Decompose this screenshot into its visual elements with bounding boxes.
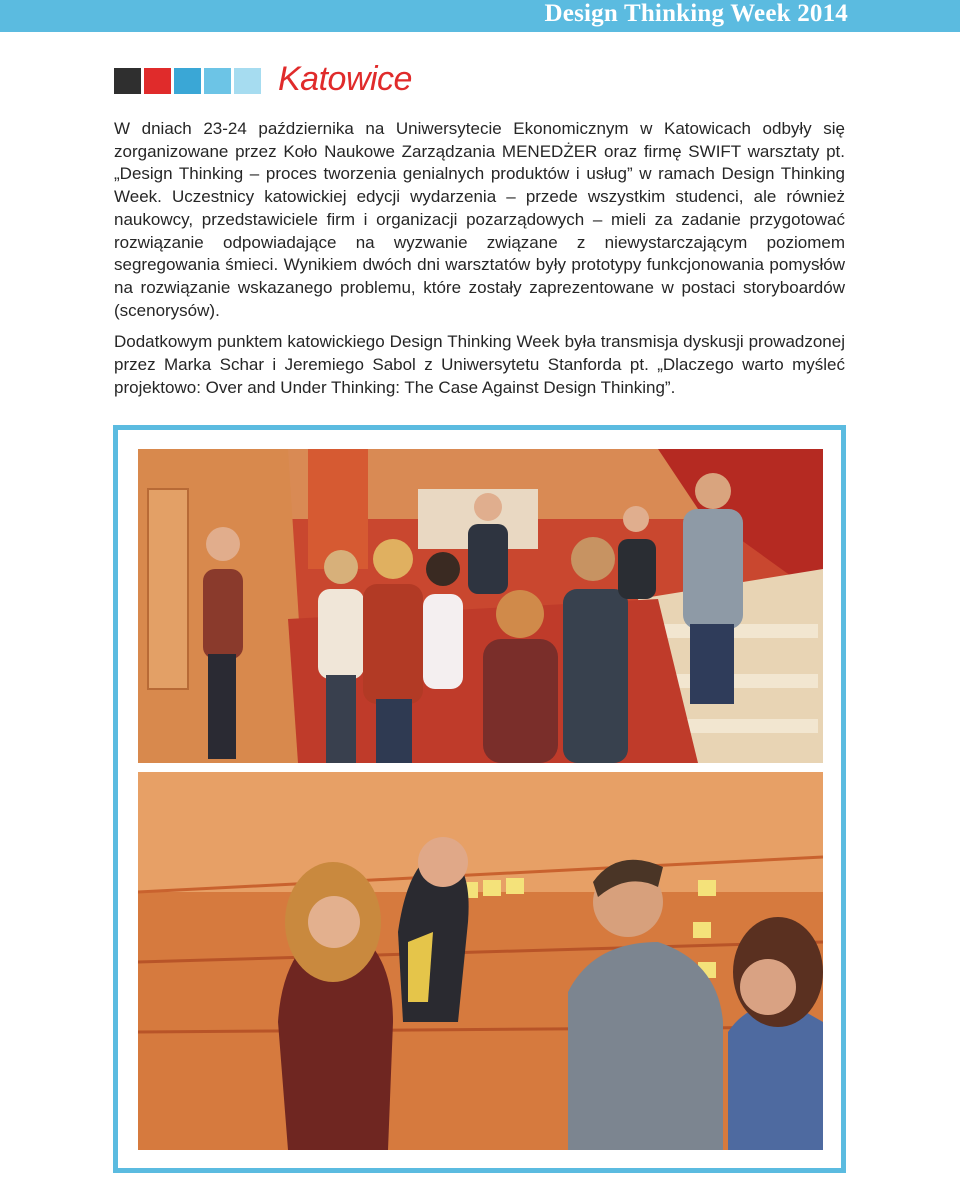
swatch-dark: [114, 68, 141, 94]
swatch-pale-blue: [234, 68, 261, 94]
swatch-blue: [174, 68, 201, 94]
color-swatches: [114, 68, 264, 94]
header-bar: [0, 0, 960, 32]
workshop-photo-lecture-hall: [138, 449, 823, 763]
section-heading: Katowice: [278, 60, 412, 98]
swatch-red: [144, 68, 171, 94]
workshop-photo-sticky-notes: [138, 772, 823, 1150]
paragraph-2: Dodatkowym punktem katowickiego Design Thinking Week była transmisja dyskusji prowadzonej przez Marka Schar i Jeremiego Sabol z Uniwersytetu Stanforda pt. „Dlaczego warto myśleć projektowo: Over and Under Thinking: The Case Against Design Thinking”.: [114, 332, 845, 397]
paragraph-1: W dniach 23-24 października na Uniwersytecie Ekonomicznym w Katowicach odbyły się zorganizowane przez Koło Naukowe Zarządzania MENEDŻER oraz firmę SWIFT warsztaty pt. „Design Thinking – proces tworzenia genialnych produktów i usług” w ramach Design Thinking Week. Uczestnicy katowickiej edycji wydarzenia – przede wszystkim studenci, ale również naukowcy, przedstawiciele firm i organizacji pozarządowych – mieli za zadanie przygotować rozwiązanie odpowiadające na wyzwanie związane z niewystarczającym poziomem segregowania śmieci. Wynikiem dwóch dni warsztatów były prototypy funkcjonowania pomysłów na rozwiązanie wskazanego problemu, które zostały zaprezentowane w postaci storyboardów (scenorysów).: [114, 119, 845, 320]
header-title: Design Thinking Week 2014: [544, 0, 848, 27]
photo-frame: [113, 425, 846, 1173]
article-body: [114, 118, 845, 408]
swatch-light-blue: [204, 68, 231, 94]
